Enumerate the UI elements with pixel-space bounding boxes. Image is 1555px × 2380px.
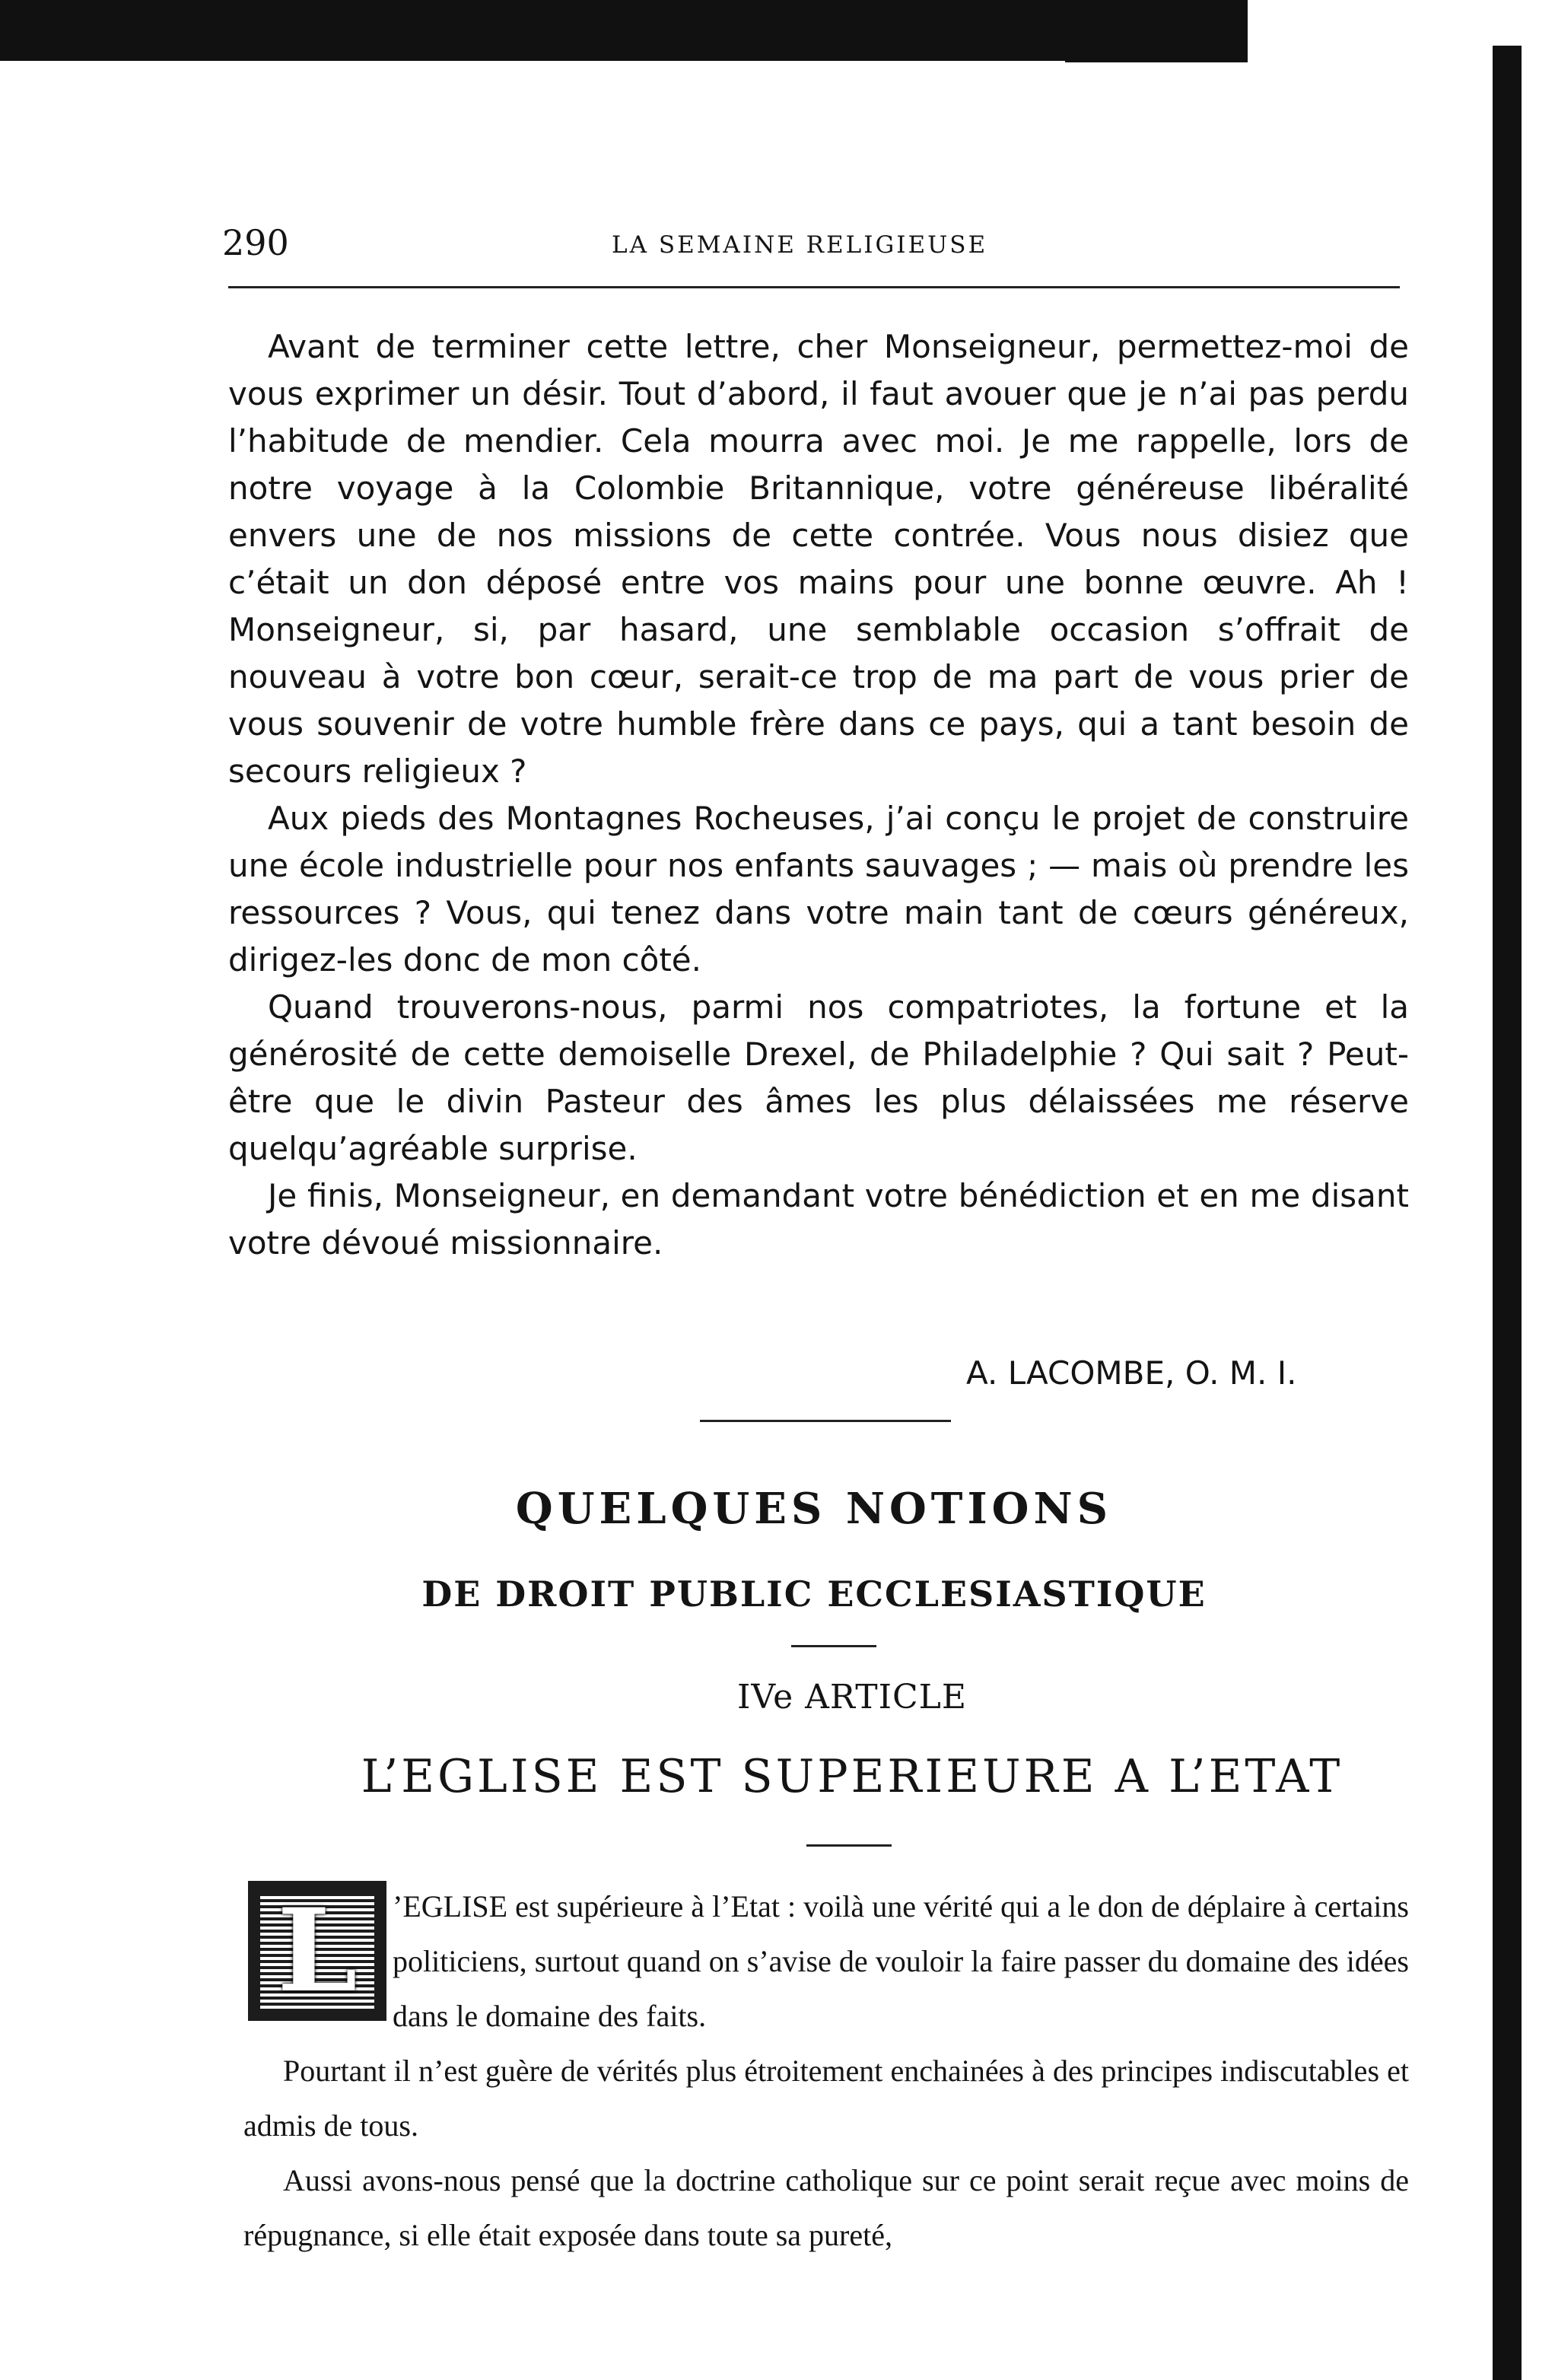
scan-border-top <box>0 0 1248 61</box>
ornamental-dropcap <box>248 1881 386 2021</box>
letter-paragraph: Aux pieds des Montagnes Rocheuses, j’ai conçu le projet de construire une école industrielle pour nos enfants sauvages ; — mais où prendre les ressources ? Vous, qui tenez dans votre main tant de cœurs généreux, dirigez-les donc de mon côté. <box>228 800 1409 978</box>
scan-border-top-edge <box>1065 46 1248 62</box>
article-body <box>243 1879 1409 2263</box>
dropcap-letter: L <box>277 1884 358 2018</box>
article-series-title: QUELQUES NOTIONS <box>515 1484 1113 1534</box>
letter-signature: A. LACOMBE, O. M. I. <box>966 1354 1297 1392</box>
section-rule <box>806 1844 892 1847</box>
letter-paragraph: Avant de terminer cette lettre, cher Monseigneur, permettez-moi de vous exprimer un désir. Tout d’abord, il faut avouer que je n’ai pas perdu l’habitude de mendier. Cela mourra avec moi. Je me rappelle, lors de notre voyage à la Colombie Britannique, votre généreuse libéralité envers une de nos missions de cette contrée. Vous nous disiez que c’était un don déposé entre vos mains pour une bonne œuvre. Ah ! Monseigneur, si, par hasard, une semblable occasion s’offrait de nouveau à votre bon cœur, serait-ce trop de ma part de vous prier de vous souvenir de votre humble frère dans ce pays, qui a tant besoin de secours religieux ? <box>228 328 1409 790</box>
header-rule <box>228 286 1400 288</box>
letter-body <box>228 323 1409 1267</box>
letter-paragraph: Quand trouverons-nous, parmi nos compatriotes, la fortune et la générosité de cette demoiselle Drexel, de Philadelphie ? Qui sait ? Peut-être que le divin Pasteur des âmes les plus délaissées me réserve quelqu’agréable surprise. <box>228 988 1409 1167</box>
article-title: L’EGLISE EST SUPERIEURE A L’ETAT <box>361 1750 1344 1803</box>
page-header <box>222 222 1409 268</box>
article-paragraph: Pourtant il n’est guère de vérités plus étroitement enchainées à des principes indiscutables et admis de tous. <box>243 2054 1409 2143</box>
scan-border-right <box>1493 46 1522 2380</box>
page-number: 290 <box>222 222 289 263</box>
running-head: LA SEMAINE RELIGIEUSE <box>612 231 988 259</box>
signature-rule <box>700 1420 951 1422</box>
article-number: IVe ARTICLE <box>736 1678 967 1717</box>
article-first-paragraph: ’EGLISE est supérieure à l’Etat : voilà une vérité qui a le don de déplaire à certains politiciens, surtout quand on s’avise de vouloir la faire passer du domaine des idées dans le domaine des faits. <box>393 1889 1409 2033</box>
section-rule <box>791 1645 876 1647</box>
letter-paragraph: Je finis, Monseigneur, en demandant votre bénédiction et en me disant votre dévoué missionnaire. <box>228 1177 1409 1262</box>
article-paragraph: Aussi avons-nous pensé que la doctrine catholique sur ce point serait reçue avec moins de répugnance, si elle était exposée dans toute sa pureté, <box>243 2163 1409 2252</box>
article-series-subtitle: DE DROIT PUBLIC ECCLESIASTIQUE <box>421 1573 1207 1615</box>
